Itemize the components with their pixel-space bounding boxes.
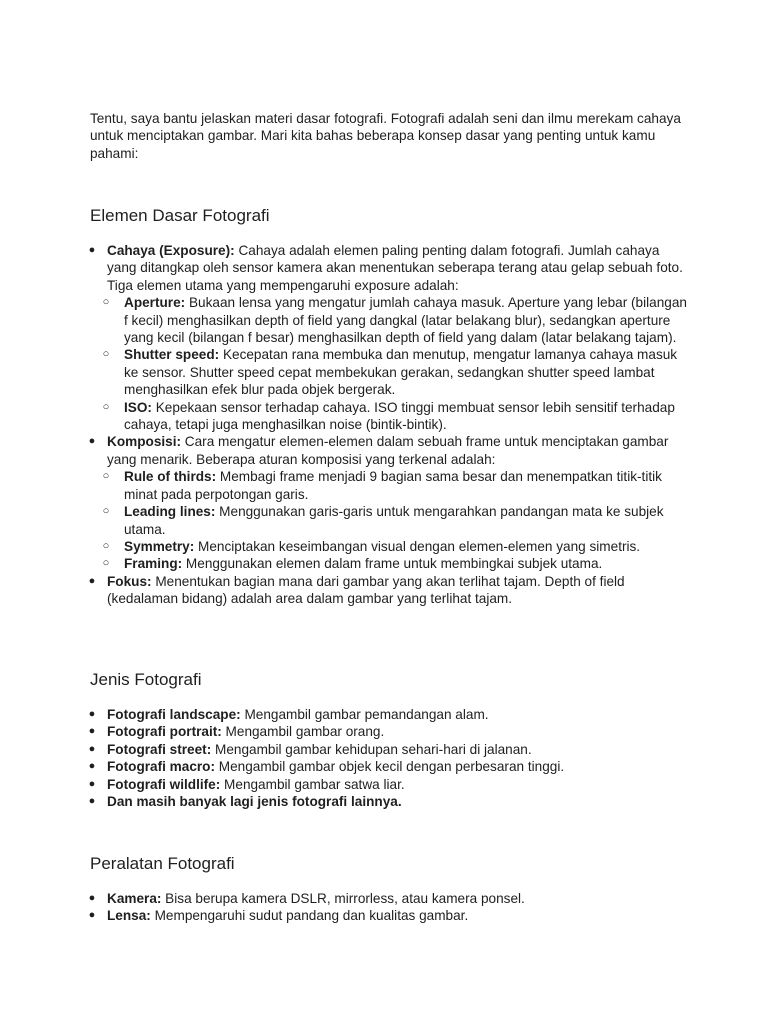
item-label: Fotografi street: <box>107 741 212 757</box>
bullet-icon: ● <box>88 574 96 587</box>
section-list-peralatan <box>0 890 690 925</box>
bullet-icon: ● <box>88 777 96 790</box>
sub-item-label: Shutter speed: <box>124 347 220 363</box>
section-list-elemen <box>0 242 690 608</box>
section-heading-peralatan: Peralatan Fotografi <box>90 854 235 873</box>
section-list-jenis <box>0 706 690 810</box>
sub-item-text: Membagi frame menjadi 9 bagian sama besar dan menempatkan titik-titik minat pada perpotongan garis. <box>124 469 662 502</box>
item-text: Mengambil gambar orang. <box>221 724 385 740</box>
sub-list <box>102 294 690 433</box>
item-label: Fotografi landscape: <box>107 707 241 722</box>
list-item <box>0 776 690 793</box>
item-text: Mengambil gambar kehidupan sehari-hari di jalanan. <box>211 741 532 757</box>
item-text: Menentukan bagian mana dari gambar yang akan terlihat tajam. Depth of field (kedalaman bidang) adalah area dalam gambar yang terlihat tajam. <box>107 573 625 607</box>
sub-bullet-icon: ○ <box>102 557 110 570</box>
list-item <box>0 433 690 572</box>
bullet-icon: ● <box>88 725 96 738</box>
item-label: Fotografi wildlife: <box>107 776 221 792</box>
list-item <box>0 793 690 810</box>
item-label: Fokus: <box>107 573 152 589</box>
item-text: Cahaya adalah elemen paling penting dalam fotografi. Jumlah cahaya yang ditangkap oleh sensor kamera akan menentukan seberapa terang atau gelap sebuah foto. Tiga elemen utama yang mempengaruhi exposure adalah: <box>107 243 683 293</box>
section-heading-elemen: Elemen Dasar Fotografi <box>90 206 270 225</box>
sub-item-label: Aperture: <box>124 295 186 311</box>
sub-item-text: Menciptakan keseimbangan visual dengan elemen-elemen yang simetris. <box>194 538 641 554</box>
sub-bullet-icon: ○ <box>102 505 110 518</box>
sub-list-item <box>102 555 690 572</box>
item-label: Fotografi portrait: <box>107 724 222 740</box>
list-item <box>0 242 690 433</box>
intro-paragraph: Tentu, saya bantu jelaskan materi dasar fotografi. Fotografi adalah seni dan ilmu merekam cahaya untuk menciptakan gambar. Mari kita bahas beberapa konsep dasar yang penting untuk kamu pahami: <box>90 111 681 161</box>
bullet-icon: ● <box>88 742 96 755</box>
sub-list <box>102 468 690 572</box>
bullet-icon: ● <box>88 909 96 922</box>
item-text: Cara mengatur elemen-elemen dalam sebuah frame untuk menciptakan gambar yang menarik. Beberapa aturan komposisi yang terkenal adalah: <box>107 434 669 467</box>
list-item <box>0 758 690 775</box>
section-heading-jenis: Jenis Fotografi <box>90 670 202 689</box>
list-item <box>0 573 690 608</box>
sub-list-item <box>102 294 690 346</box>
item-text: Bisa berupa kamera DSLR, mirrorless, atau kamera ponsel. <box>161 891 525 906</box>
list-item <box>0 741 690 758</box>
sub-bullet-icon: ○ <box>102 470 110 483</box>
item-text: Mengambil gambar satwa liar. <box>220 776 405 792</box>
bullet-icon: ● <box>88 892 96 904</box>
sub-list-item <box>102 468 690 503</box>
bullet-icon: ● <box>88 708 96 720</box>
item-label: Dan masih banyak lagi jenis fotografi lainnya. <box>107 794 402 810</box>
list-item <box>0 723 690 740</box>
sub-item-label: Symmetry: <box>124 538 195 554</box>
item-text: Mengambil gambar objek kecil dengan perbesaran tinggi. <box>215 759 565 775</box>
item-label: Komposisi: <box>107 434 182 450</box>
sub-item-text: Bukaan lensa yang mengatur jumlah cahaya masuk. Aperture yang lebar (bilangan f kecil) menghasilkan depth of field yang dangkal (latar belakang blur), sedangkan aperture yang kecil (bilangan f besar) menghasilkan depth of field yang dalam (latar belakang tajam). <box>124 295 687 346</box>
list-item <box>0 890 690 907</box>
bullet-icon: ● <box>88 244 96 256</box>
sub-item-text: Kecepatan rana membuka dan menutup, mengatur lamanya cahaya masuk ke sensor. Shutter speed cepat membekukan gerakan, sedangkan shutter speed lambat menghasilkan efek blur pada objek bergerak. <box>124 347 678 398</box>
item-label: Fotografi macro: <box>107 759 215 775</box>
sub-list-item <box>102 346 690 398</box>
item-text: Mengambil gambar pemandangan alam. <box>240 707 489 722</box>
sub-item-text: Menggunakan elemen dalam frame untuk membingkai subjek utama. <box>182 556 603 572</box>
sub-item-label: ISO: <box>124 399 152 415</box>
bullet-icon: ● <box>88 795 96 808</box>
bullet-icon: ● <box>88 760 96 773</box>
sub-bullet-icon: ○ <box>102 400 110 413</box>
sub-item-label: Framing: <box>124 556 183 572</box>
sub-item-text: Menggunakan garis-garis untuk mengarahkan pandangan mata ke subjek utama. <box>124 504 664 537</box>
sub-list-item <box>102 399 690 434</box>
list-item <box>0 706 690 723</box>
item-label: Kamera: <box>107 891 162 906</box>
item-label: Cahaya (Exposure): <box>107 243 235 258</box>
item-label: Lensa: <box>107 908 151 924</box>
list-item <box>0 907 690 924</box>
sub-item-label: Rule of thirds: <box>124 469 217 485</box>
item-text: Mempengaruhi sudut pandang dan kualitas gambar. <box>150 908 469 924</box>
sub-bullet-icon: ○ <box>102 539 110 552</box>
sub-list-item <box>102 503 690 538</box>
sub-bullet-icon: ○ <box>102 296 110 309</box>
sub-item-label: Leading lines: <box>124 504 216 520</box>
sub-list-item <box>102 538 690 555</box>
bullet-icon: ● <box>88 435 96 448</box>
sub-bullet-icon: ○ <box>102 348 110 361</box>
sub-item-text: Kepekaan sensor terhadap cahaya. ISO tinggi membuat sensor lebih sensitif terhadap cahaya, tetapi juga menghasilkan noise (bintik-bintik). <box>124 399 675 433</box>
